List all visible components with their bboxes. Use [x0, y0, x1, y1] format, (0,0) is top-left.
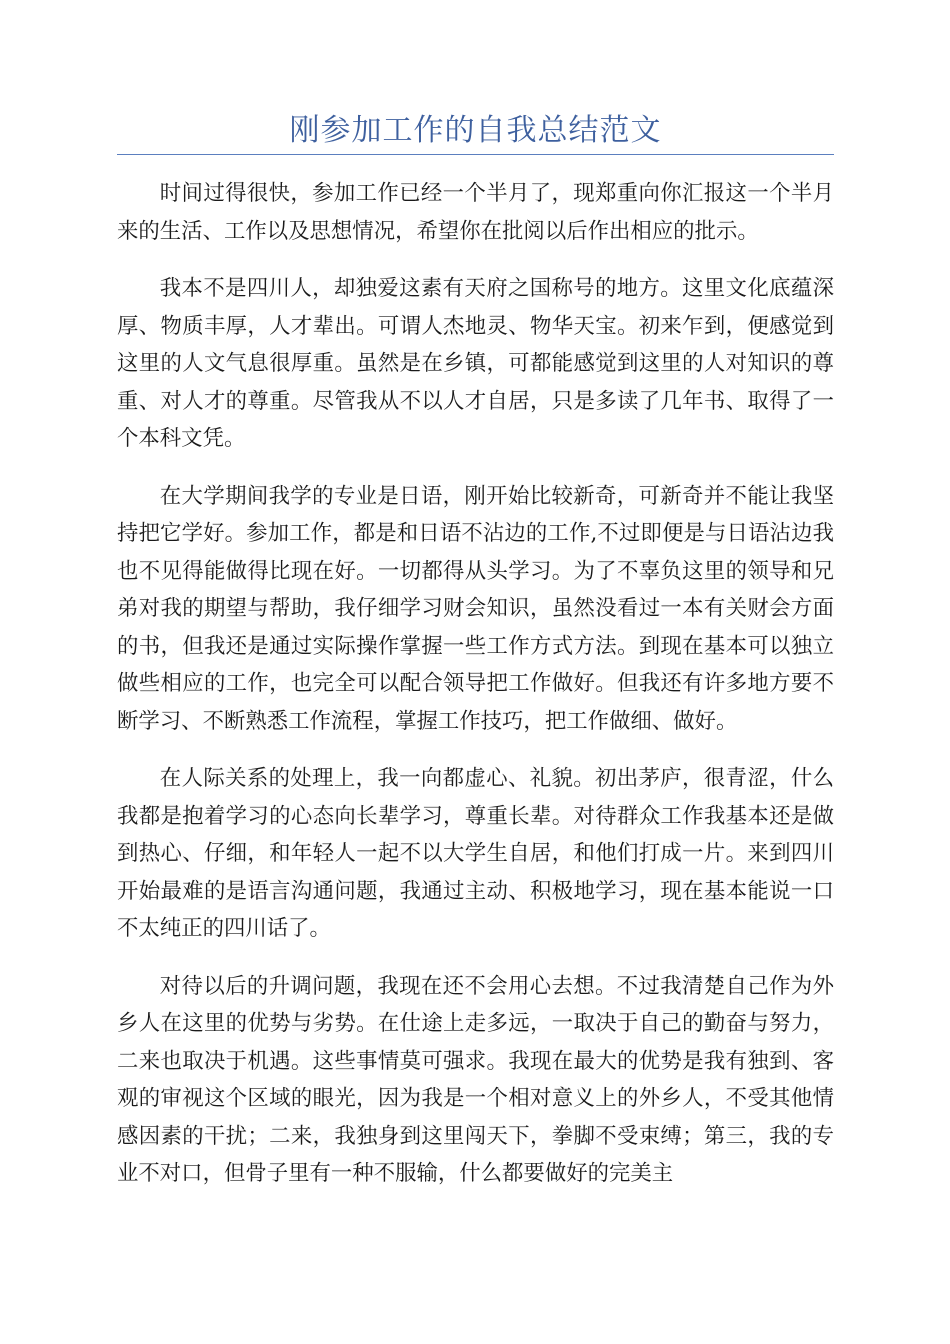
document-title: 刚参加工作的自我总结范文	[289, 113, 662, 148]
title-underline	[117, 154, 834, 155]
paragraph-1: 时间过得很快，参加工作已经一个半月了，现郑重向你汇报这一个半月来的生活、工作以及思想情况，希望你在批阅以后作出相应的批示。	[117, 181, 834, 244]
paragraph-3: 在大学期间我学的专业是日语，刚开始比较新奇，可新奇并不能让我坚持把它学好。参加工作，都是和日语不沾边的工作,不过即便是与日语沾边我也不见得能做得比现在好。一切都得从头学习。为了不辜负这里的领导和兄弟对我的期望与帮助，我仔细学习财会知识，虽然没看过一本有关财会方面的书，但我还是通过实际操作掌握一些工作方式方法。到现在基本可以独立做些相应的工作，也完全可以配合领导把工作做好。但我还有许多地方要不断学习、不断熟悉工作流程，掌握工作技巧，把工作做细、做好。	[117, 483, 834, 734]
paragraph-4: 在人际关系的处理上，我一向都虚心、礼貌。初出茅庐，很青涩，什么我都是抱着学习的心态向长辈学习，尊重长辈。对待群众工作我基本还是做到热心、仔细，和年轻人一起不以大学生自居，和他们打成一片。来到四川开始最难的是语言沟通问题，我通过主动、积极地学习，现在基本能说一口不太纯正的四川话了。	[117, 766, 834, 941]
document-body	[117, 175, 834, 1213]
paragraph-5: 对待以后的升调问题，我现在还不会用心去想。不过我清楚自己作为外乡人在这里的优势与劣势。在仕途上走多远，一取决于自己的勤奋与努力，二来也取决于机遇。这些事情莫可强求。我现在最大的优势是我有独到、客观的审视这个区域的眼光，因为我是一个相对意义上的外乡人，不受其他情感因素的干扰；二来，我独身到这里闯天下，拳脚不受束缚；第三，我的专业不对口，但骨子里有一种不服输，什么都要做好的完美主	[117, 973, 834, 1186]
paragraph-2: 我本不是四川人，却独爱这素有天府之国称号的地方。这里文化底蕴深厚、物质丰厚，人才辈出。可谓人杰地灵、物华天宝。初来乍到，便感觉到这里的人文气息很厚重。虽然是在乡镇，可都能感觉到这里的人对知识的尊重、对人才的尊重。尽管我从不以人才自居，只是多读了几年书、取得了一个本科文凭。	[117, 276, 834, 451]
